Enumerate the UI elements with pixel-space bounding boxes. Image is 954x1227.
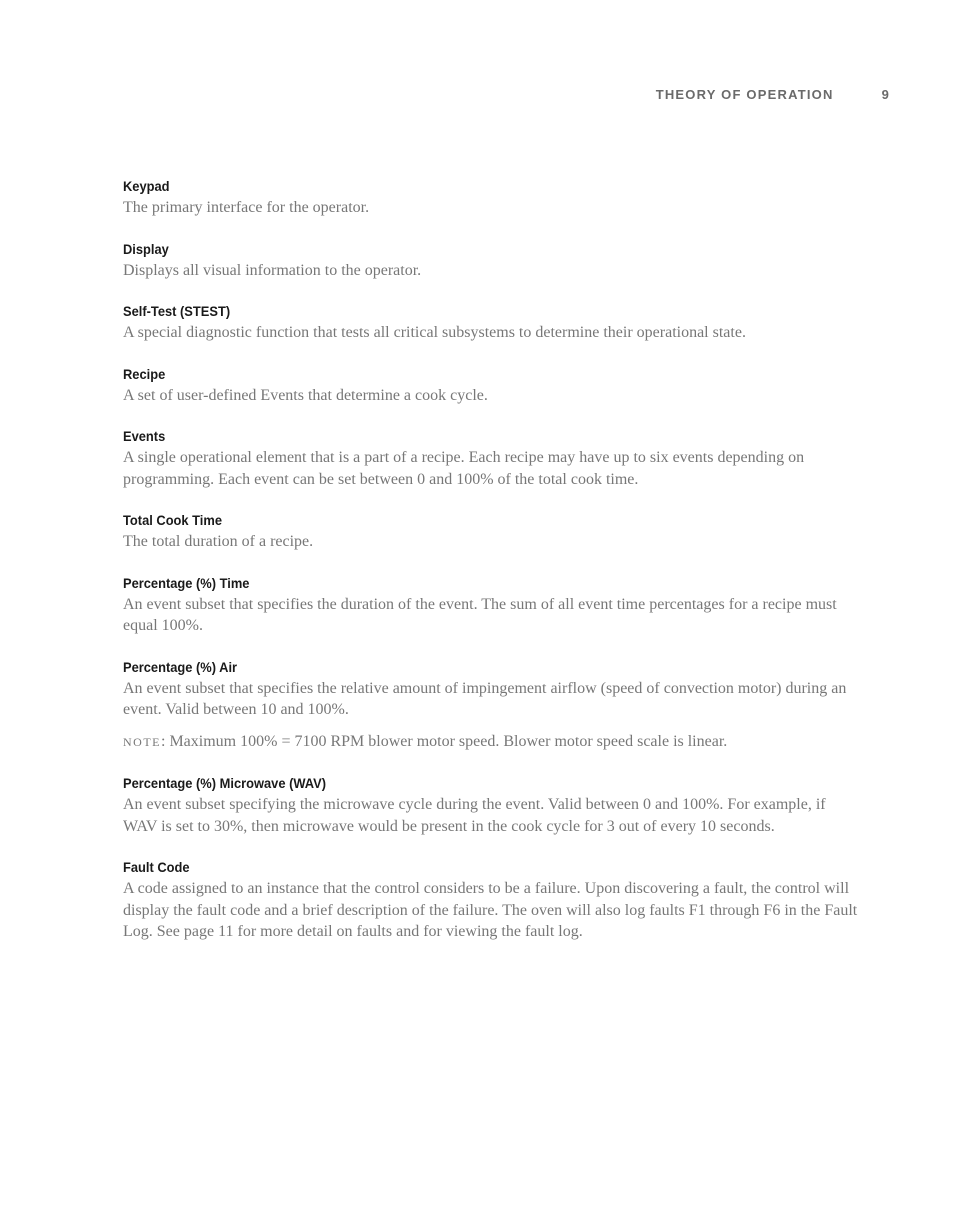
term-title: Keypad [123, 178, 170, 194]
term-recipe [123, 364, 858, 407]
term-definition: An event subset that specifies the relative amount of impingement airflow (speed of convection motor) during an event. Valid between 10 and 100%. [123, 679, 847, 718]
term-fault-code [123, 857, 858, 943]
term-title: Percentage (%) Air [123, 658, 238, 675]
term-definition: A set of user-defined Events that determine a cook cycle. [123, 386, 488, 404]
term-definition: A code assigned to an instance that the control considers to be a failure. Upon discovering a fault, the control will display the fault code and a brief description of the failure. The oven will also log faults F1 through F6 in the Fault Log. See page 11 for more detail on faults and for viewing the fault log. [123, 880, 858, 940]
term-definition: Displays all visual information to the operator. [123, 261, 422, 279]
term-self-test [123, 301, 858, 344]
term-title: Percentage (%) Time [123, 574, 250, 591]
term-title: Fault Code [123, 859, 190, 875]
term-title: Self-Test (STEST) [123, 303, 231, 319]
term-percentage-microwave [123, 773, 858, 837]
term-percentage-air [123, 657, 858, 721]
term-keypad [123, 176, 858, 219]
term-title: Percentage (%) Microwave (WAV) [123, 775, 327, 791]
term-events [123, 426, 858, 490]
note-label: NOTE [123, 734, 161, 749]
term-total-cook-time [123, 510, 858, 553]
term-definition: A single operational element that is a part of a recipe. Each recipe may have up to six events depending on programming. Each event can be set between 0 and 100% of the total cook time. [123, 449, 805, 488]
page-number: 9 [881, 87, 890, 102]
term-display [123, 239, 858, 282]
term-title: Display [123, 240, 169, 257]
term-percentage-time [123, 573, 858, 637]
section-title: THEORY OF OPERATION [655, 87, 834, 102]
term-definition: An event subset specifying the microwave cycle during the event. Valid between 0 and 100%. For example, if WAV is set to 30%, then microwave would be present in the cook cycle for 3 out of every 10 seconds. [123, 796, 826, 835]
note-text: : Maximum 100% = 7100 RPM blower motor speed. Blower motor speed scale is linear. [161, 732, 728, 750]
glossary [123, 176, 858, 963]
term-definition: The primary interface for the operator. [123, 199, 370, 216]
term-title: Recipe [123, 365, 166, 382]
term-title: Events [123, 428, 166, 444]
term-definition: An event subset that specifies the duration of the event. The sum of all event time percentages for a recipe must equal 100%. [123, 595, 837, 634]
term-title: Total Cook Time [123, 512, 223, 528]
note [123, 731, 858, 754]
term-definition: A special diagnostic function that tests all critical subsystems to determine their operational state. [123, 324, 746, 341]
term-definition: The total duration of a recipe. [123, 533, 314, 550]
running-header [656, 87, 890, 102]
